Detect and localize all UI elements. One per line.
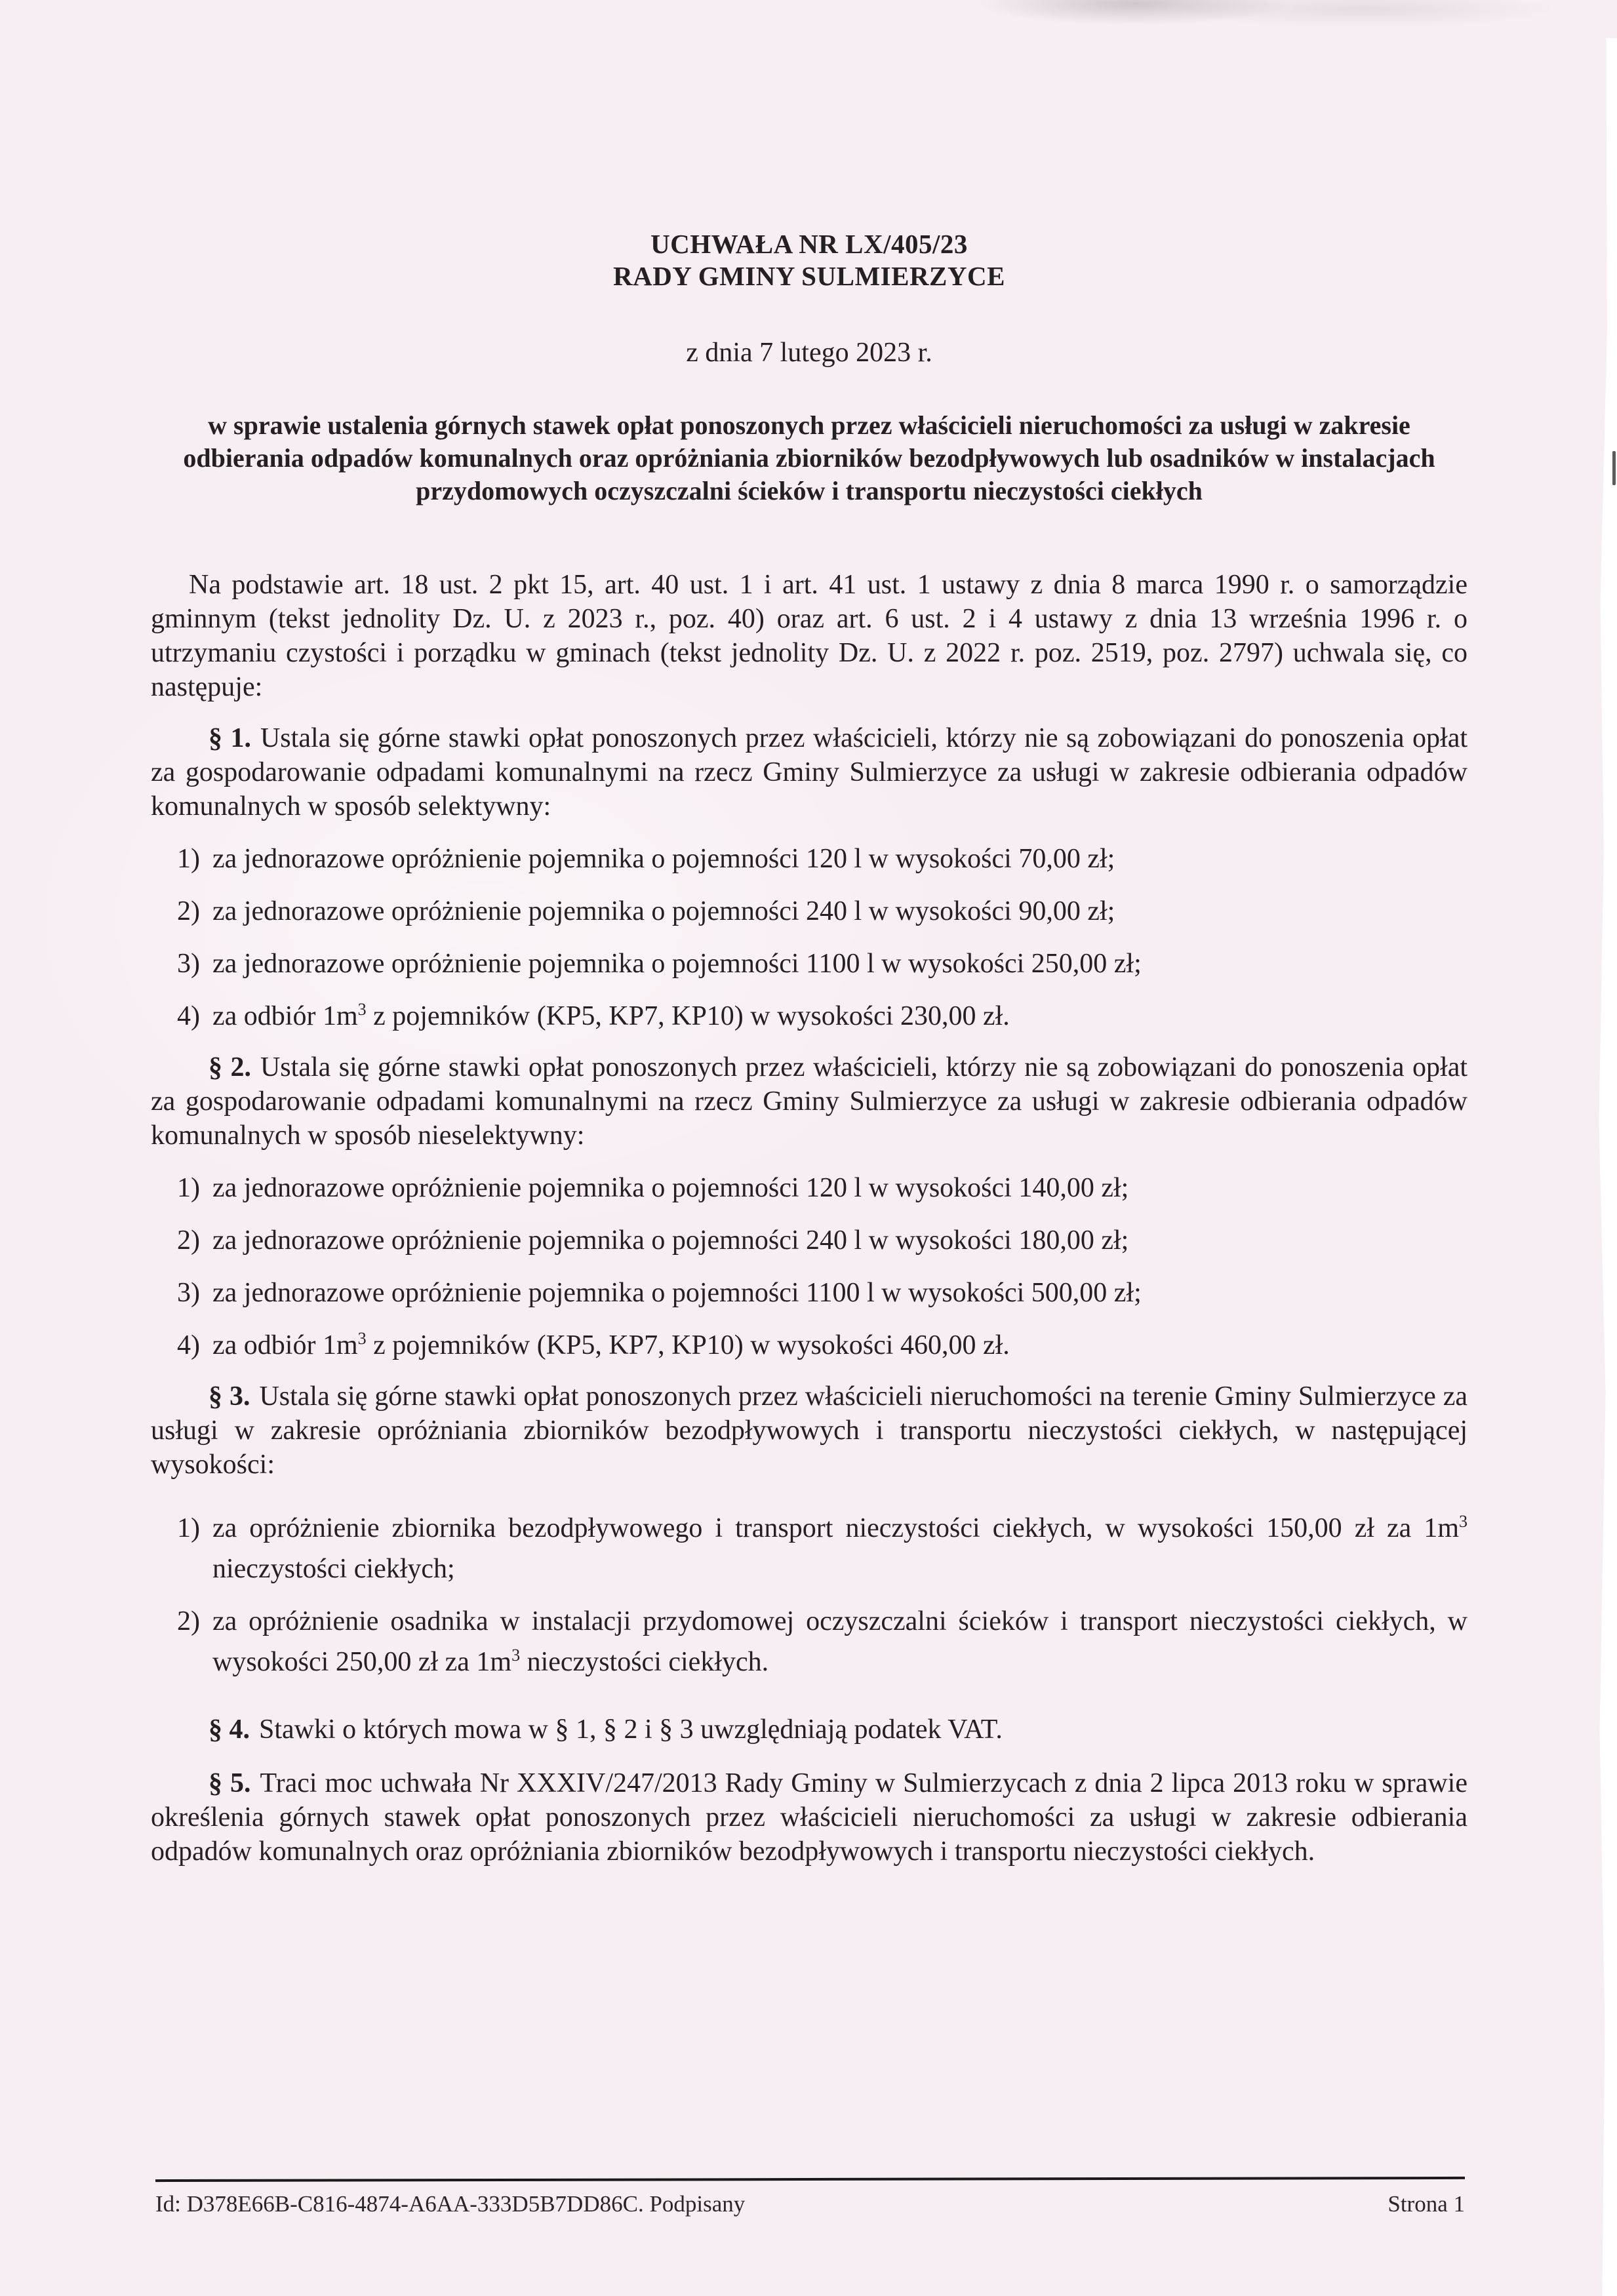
item-text-cont: nieczystości ciekłych. bbox=[520, 1647, 769, 1677]
item-text: za opróżnienie zbiornika bezodpływowego i transport nieczystości ciekłych, w wysokości 150,00 zł za 1m bbox=[212, 1513, 1459, 1543]
item-text-cont: z pojemników (KP5, KP7, KP10) w wysokości 460,00 zł. bbox=[366, 1330, 1010, 1360]
resolution-subject: w sprawie ustalenia górnych stawek opłat ponoszonych przez właścicieli nieruchomości za usługi w zakresie odbierania odpadów komunalnych oraz opróżniania zbiorników bezodpływowych lub osadników w instalacjach przydomowych oczyszczalni ścieków i transportu nieczystości ciekłych bbox=[183, 410, 1435, 505]
page-number: Strona 1 bbox=[1387, 2191, 1465, 2217]
issuing-authority: RADY GMINY SULMIERZYCE bbox=[613, 261, 1005, 291]
document-id-signed-label: Id: D378E66B-C816-4874-A6AA-333D5B7DD86C. Podpisany bbox=[155, 2191, 746, 2217]
item-text: za jednorazowe opróżnienie pojemnika o pojemności 240 l w wysokości 180,00 zł; bbox=[212, 1225, 1129, 1256]
scan-torn-edge bbox=[1597, 38, 1617, 2296]
document-body bbox=[151, 0, 1467, 1869]
section-3 bbox=[151, 1379, 1467, 1682]
list-item bbox=[177, 1328, 1467, 1362]
list-item-text bbox=[212, 1223, 1467, 1257]
list-item-marker: 4) bbox=[177, 1001, 200, 1031]
section-2-lead bbox=[151, 1050, 1467, 1153]
scan-edge-artifact bbox=[1612, 451, 1616, 485]
item-text: za jednorazowe opróżnienie pojemnika o pojemności 120 l w wysokości 140,00 zł; bbox=[212, 1173, 1129, 1203]
resolution-date: z dnia 7 lutego 2023 r. bbox=[686, 338, 932, 368]
list-item-text bbox=[212, 842, 1467, 876]
item-superscript: 3 bbox=[357, 1000, 367, 1019]
list-item bbox=[177, 894, 1467, 928]
section-1-text: Ustala się górne stawki opłat ponoszonych przez właścicieli, którzy nie są zobowiązani do ponoszenia opłat za gospodarowanie odpadami komunalnymi na rzecz Gminy Sulmierzyce za usługi w zakresie odbierania odpadów komunalnych w sposób selektywny: bbox=[151, 723, 1468, 821]
list-item-marker: 4) bbox=[177, 1330, 200, 1360]
list-item-marker: 2) bbox=[177, 896, 200, 926]
section-1 bbox=[151, 721, 1467, 1033]
footer-divider bbox=[155, 2177, 1465, 2182]
item-text: za jednorazowe opróżnienie pojemnika o pojemności 120 l w wysokości 70,00 zł; bbox=[212, 844, 1115, 874]
item-text: za jednorazowe opróżnienie pojemnika o pojemności 1100 l w wysokości 250,00 zł; bbox=[212, 949, 1142, 979]
item-text: za odbiór 1m bbox=[212, 1330, 358, 1360]
list-item-text bbox=[212, 947, 1467, 981]
list-item bbox=[177, 1171, 1467, 1205]
list-item-marker: 1) bbox=[177, 844, 200, 874]
section-1-lead bbox=[151, 721, 1467, 823]
list-item-marker: 3) bbox=[177, 949, 200, 979]
list-item-marker: 2) bbox=[177, 1225, 200, 1256]
list-item bbox=[177, 1601, 1467, 1682]
section-5 bbox=[151, 1766, 1467, 1869]
item-text-cont: z pojemników (KP5, KP7, KP10) w wysokości 230,00 zł. bbox=[366, 1001, 1010, 1031]
list-item-text bbox=[212, 1328, 1467, 1362]
list-item-marker: 1) bbox=[177, 1513, 200, 1543]
list-item bbox=[177, 1223, 1467, 1257]
list-item-text bbox=[212, 1601, 1467, 1682]
legal-basis-paragraph: Na podstawie art. 18 ust. 2 pkt 15, art. 40 ust. 1 i art. 41 ust. 1 ustawy z dnia 8 marca 1990 r. o samorządzie gminnym (tekst jednolity Dz. U. z 2023 r., poz. 40) oraz art. 6 ust. 2 i 4 ustawy z dnia 13 września 1996 r. o utrzymaniu czystości i porządku w gminach (tekst jednolity Dz. U. z 2022 r. poz. 2519, poz. 2797) uchwala się, co następuje: bbox=[151, 570, 1467, 702]
list-item bbox=[177, 999, 1467, 1033]
item-text: za opróżnienie osadnika w instalacji przydomowej oczyszczalni ścieków i transport nieczystości ciekłych, w wysokości 250,00 zł za 1m bbox=[212, 1606, 1467, 1677]
document-title bbox=[151, 228, 1467, 292]
section-4-number: § 4. bbox=[209, 1714, 250, 1745]
section-5-lead bbox=[151, 1766, 1467, 1869]
list-item-text bbox=[212, 1171, 1467, 1205]
section-3-text: Ustala się górne stawki opłat ponoszonych przez właścicieli nieruchomości na terenie Gminy Sulmierzyce za usługi w zakresie opróżniania zbiorników bezodpływowych i transportu nieczystości ciekłych, w następującej wysokości: bbox=[151, 1381, 1467, 1480]
section-3-lead bbox=[151, 1379, 1467, 1482]
item-superscript: 3 bbox=[511, 1646, 521, 1665]
list-item bbox=[177, 1276, 1467, 1310]
page-footer bbox=[155, 2178, 1465, 2217]
section-5-number: § 5. bbox=[209, 1768, 251, 1798]
list-item bbox=[177, 947, 1467, 981]
list-item bbox=[177, 842, 1467, 876]
section-5-text: Traci moc uchwała Nr XXXIV/247/2013 Rady Gminy w Sulmierzycach z dnia 2 lipca 2013 roku w sprawie określenia górnych stawek opłat ponoszonych przez właścicieli nieruchomości za usługi w zakresie odbierania odpadów komunalnych oraz opróżniania zbiorników bezodpływowych i transportu nieczystości ciekłych. bbox=[151, 1768, 1467, 1867]
item-text-cont: nieczystości ciekłych; bbox=[212, 1554, 455, 1584]
list-item-marker: 1) bbox=[177, 1173, 200, 1203]
section-3-number: § 3. bbox=[209, 1381, 250, 1412]
item-text: za jednorazowe opróżnienie pojemnika o pojemności 240 l w wysokości 90,00 zł; bbox=[212, 896, 1115, 926]
section-2-number: § 2. bbox=[209, 1052, 251, 1082]
section-2 bbox=[151, 1050, 1467, 1362]
list-item-text bbox=[212, 1508, 1467, 1589]
list-item bbox=[177, 1508, 1467, 1589]
section-4 bbox=[151, 1712, 1467, 1747]
list-item-text bbox=[212, 894, 1467, 928]
section-2-text: Ustala się górne stawki opłat ponoszonych przez właścicieli, którzy nie są zobowiązani do ponoszenia opłat za gospodarowanie odpadami komunalnymi na rzecz Gminy Sulmierzyce za usługi w zakresie odbierania odpadów komunalnych w sposób nieselektywny: bbox=[151, 1052, 1468, 1151]
item-superscript: 3 bbox=[357, 1329, 367, 1348]
section-4-lead bbox=[151, 1712, 1467, 1747]
item-text: za jednorazowe opróżnienie pojemnika o pojemności 1100 l w wysokości 500,00 zł; bbox=[212, 1278, 1142, 1308]
section-4-text: Stawki o których mowa w § 1, § 2 i § 3 uwzględniają podatek VAT. bbox=[259, 1714, 1003, 1745]
list-item-text bbox=[212, 1276, 1467, 1310]
item-text: za odbiór 1m bbox=[212, 1001, 358, 1031]
section-1-number: § 1. bbox=[209, 723, 251, 753]
resolution-number: UCHWAŁA NR LX/405/23 bbox=[650, 229, 968, 259]
list-item-text bbox=[212, 999, 1467, 1033]
list-item-marker: 2) bbox=[177, 1606, 200, 1636]
item-superscript: 3 bbox=[1458, 1512, 1467, 1531]
list-item-marker: 3) bbox=[177, 1278, 200, 1308]
